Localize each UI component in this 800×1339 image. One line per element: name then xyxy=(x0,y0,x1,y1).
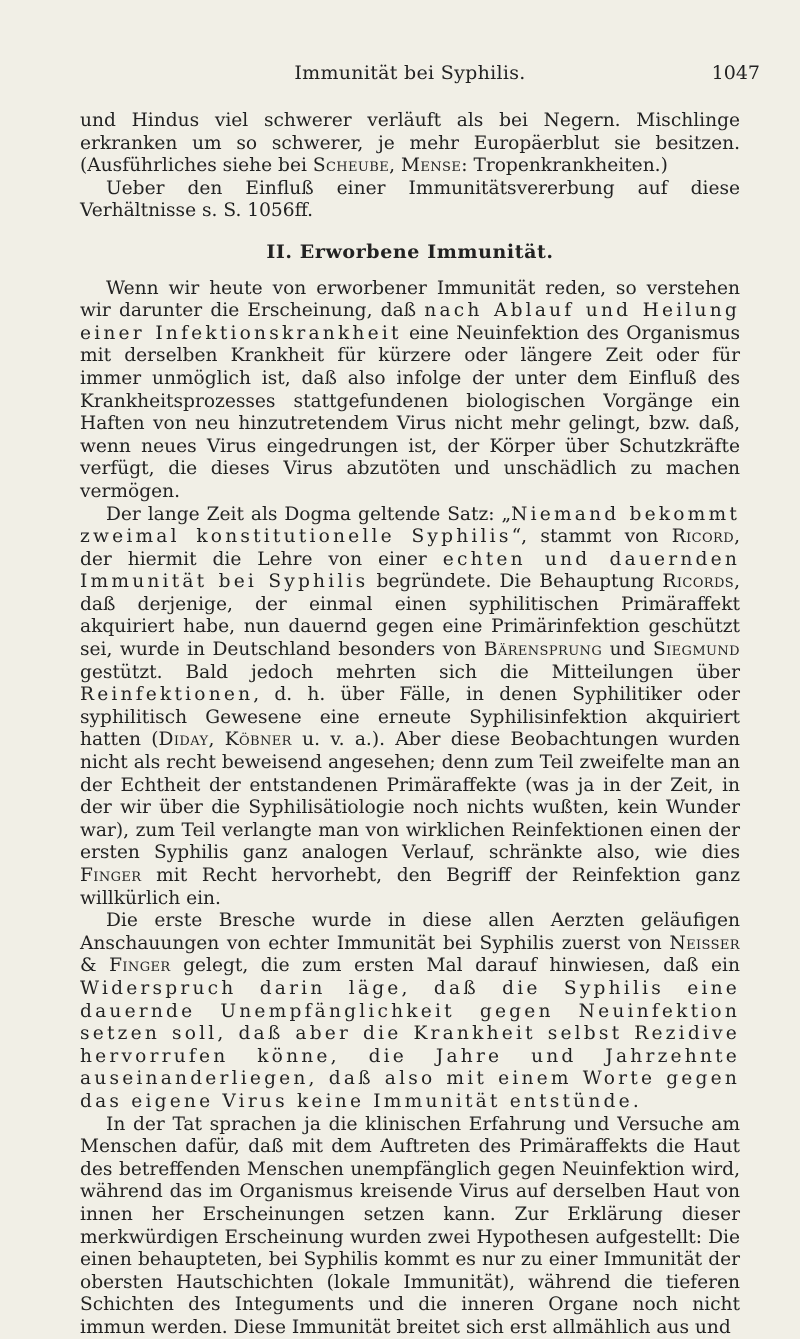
paragraph-4: Der lange Zeit als Dogma geltende Satz: „Niemand bekommt zweimal konstitutionelle Syphilis“, stammt von Ricord, der hiermit die Lehre von einer echten und dauernden Immunität bei Syphilis begründete. Die Behauptung Ricords, daß derjenige, der einmal einen syphilitischen Primäraffekt akquiriert habe, nun dauernd gegen eine Primärinfektion geschützt sei, wurde in Deutschland besonders von Bärensprung und Siegmund gestützt. Bald jedoch mehrten sich die Mitteilungen über Reinfektionen, d. h. über Fälle, in denen Syphilitiker oder syphilitisch Gewesene eine erneute Syphilisinfektion akquiriert hatten (Diday, Köbner u. v. a.). Aber diese Beobachtungen wurden nicht als recht beweisend angesehen; denn zum Teil zweifelte man an der Echtheit der entstandenen Primäraffekte (was ja in der Zeit, in der wir über die Syphilisätiologie noch nichts wußten, kein Wunder war), zum Teil verlangte man von wirklichen Reinfektionen einen der ersten Syphilis ganz analogen Verlauf, schränkte also, wie dies Finger mit Recht hervorhebt, den Begriff der Reinfektion ganz willkürlich ein. xyxy=(80,503,741,909)
author-name: Ricord xyxy=(671,526,735,548)
spaced-emphasis: Reinfektionen xyxy=(80,684,254,706)
paragraph-3: Wenn wir heute von erworbener Immunität reden, so verstehen wir darunter die Erscheinung, daß nach Ablauf und Heilung einer Infektionskrankheit eine Neuinfektion des Organismus mit derselben Krankheit für kürzere oder längere Zeit oder für immer unmöglich ist, daß also infolge der unter dem Einfluß des Krankheitsprozesses stattgefundenen biologischen Vorgänge ein Haften von neu hinzutretendem Virus nicht mehr gelingt, bzw. daß, wenn neues Virus eingedrungen ist, der Körper über Schutzkräfte verfügt, die dieses Virus abzutöten und unschädlich zu machen vermögen. xyxy=(80,277,740,502)
section-heading: II. Erworbene Immunität. xyxy=(266,240,554,263)
author-name: Finger xyxy=(109,955,171,977)
paragraph-5: Die erste Bresche wurde in diese allen Aerzten geläufigen Anschauungen von echter Immunität bei Syphilis zuerst von Neisser & Finger gelegt, die zum ersten Mal darauf hinwiesen, daß ein Widerspruch darin läge, daß die Syphilis eine dauernde Unempfänglichkeit gegen Neuinfektion setzen soll, daß aber die Krankheit selbst Rezidive hervorrufen könne, die Jahre und Jahrzehnte auseinanderliegen, daß also mit einem Worte gegen das eigene Virus keine Immunität entstünde. xyxy=(80,910,740,1112)
paragraph-1: und Hindus viel schwerer verläuft als bei Negern. Mischlinge erkranken um so schwerer, je mehr Europäerblut sie besitzen. (Ausführliches siehe bei Scheube, Mense: Tropenkrankheiten.) xyxy=(80,110,740,177)
spaced-emphasis: Niemand bekommt zweimal konstitutionelle Syphilis xyxy=(80,503,740,548)
author-name: Scheube xyxy=(312,155,390,177)
spaced-emphasis: nach Ablauf und Heilung einer Infektionskrankheit xyxy=(80,300,740,344)
author-name: Siegmund xyxy=(652,639,740,661)
page-body xyxy=(80,110,740,1339)
author-name: Köbner xyxy=(224,729,292,751)
running-title: Immunität bei Syphilis. xyxy=(294,62,526,84)
author-name: Ricords xyxy=(662,571,735,593)
paragraph-6: In der Tat sprachen ja die klinischen Erfahrung und Versuche am Menschen dafür, daß mit dem Auftreten des Primäraffekts die Haut des betreffenden Menschen unempfänglich gegen Neuinfektion wird, während das im Organismus kreisende Virus auf derselben Haut von innen her Erscheinungen setzen kann. Zur Erklärung dieser merkwürdigen Erscheinung wurden zwei Hypothesen aufgestellt: Die einen behaupteten, bei Syphilis kommt es nur zu einer Immunität der obersten Hautschichten (lokale Immunität), während die tieferen Schichten des Integuments und die inneren Organe noch nicht immun werden. Diese Immunität breitet sich erst allmählich aus und xyxy=(80,1113,740,1338)
paragraph-2: Ueber den Einfluß einer Immunitätsvererbung auf diese Verhältnisse s. S. 1056ff. xyxy=(80,177,740,222)
page-number: 1047 xyxy=(711,62,760,84)
author-name: Neisser xyxy=(669,932,740,954)
author-name: Finger xyxy=(80,865,142,886)
author-name: Bärensprung xyxy=(483,639,603,661)
author-name: Diday xyxy=(158,729,209,751)
page-header xyxy=(60,62,760,92)
author-name: Mense xyxy=(400,155,462,177)
spaced-emphasis: echten und dauernden Immunität bei Syphilis xyxy=(80,548,740,593)
spaced-emphasis: Widerspruch darin läge, daß die Syphilis eine dauernde Unempfänglichkeit gegen Neuinfektion setzen soll, daß aber die Krankheit selbst Rezidive hervorrufen könne, die Jahre und Jahrzehnte auseinanderliegen, daß also mit einem Worte gegen das eigene Virus keine Immunität entstünde xyxy=(80,977,740,1112)
